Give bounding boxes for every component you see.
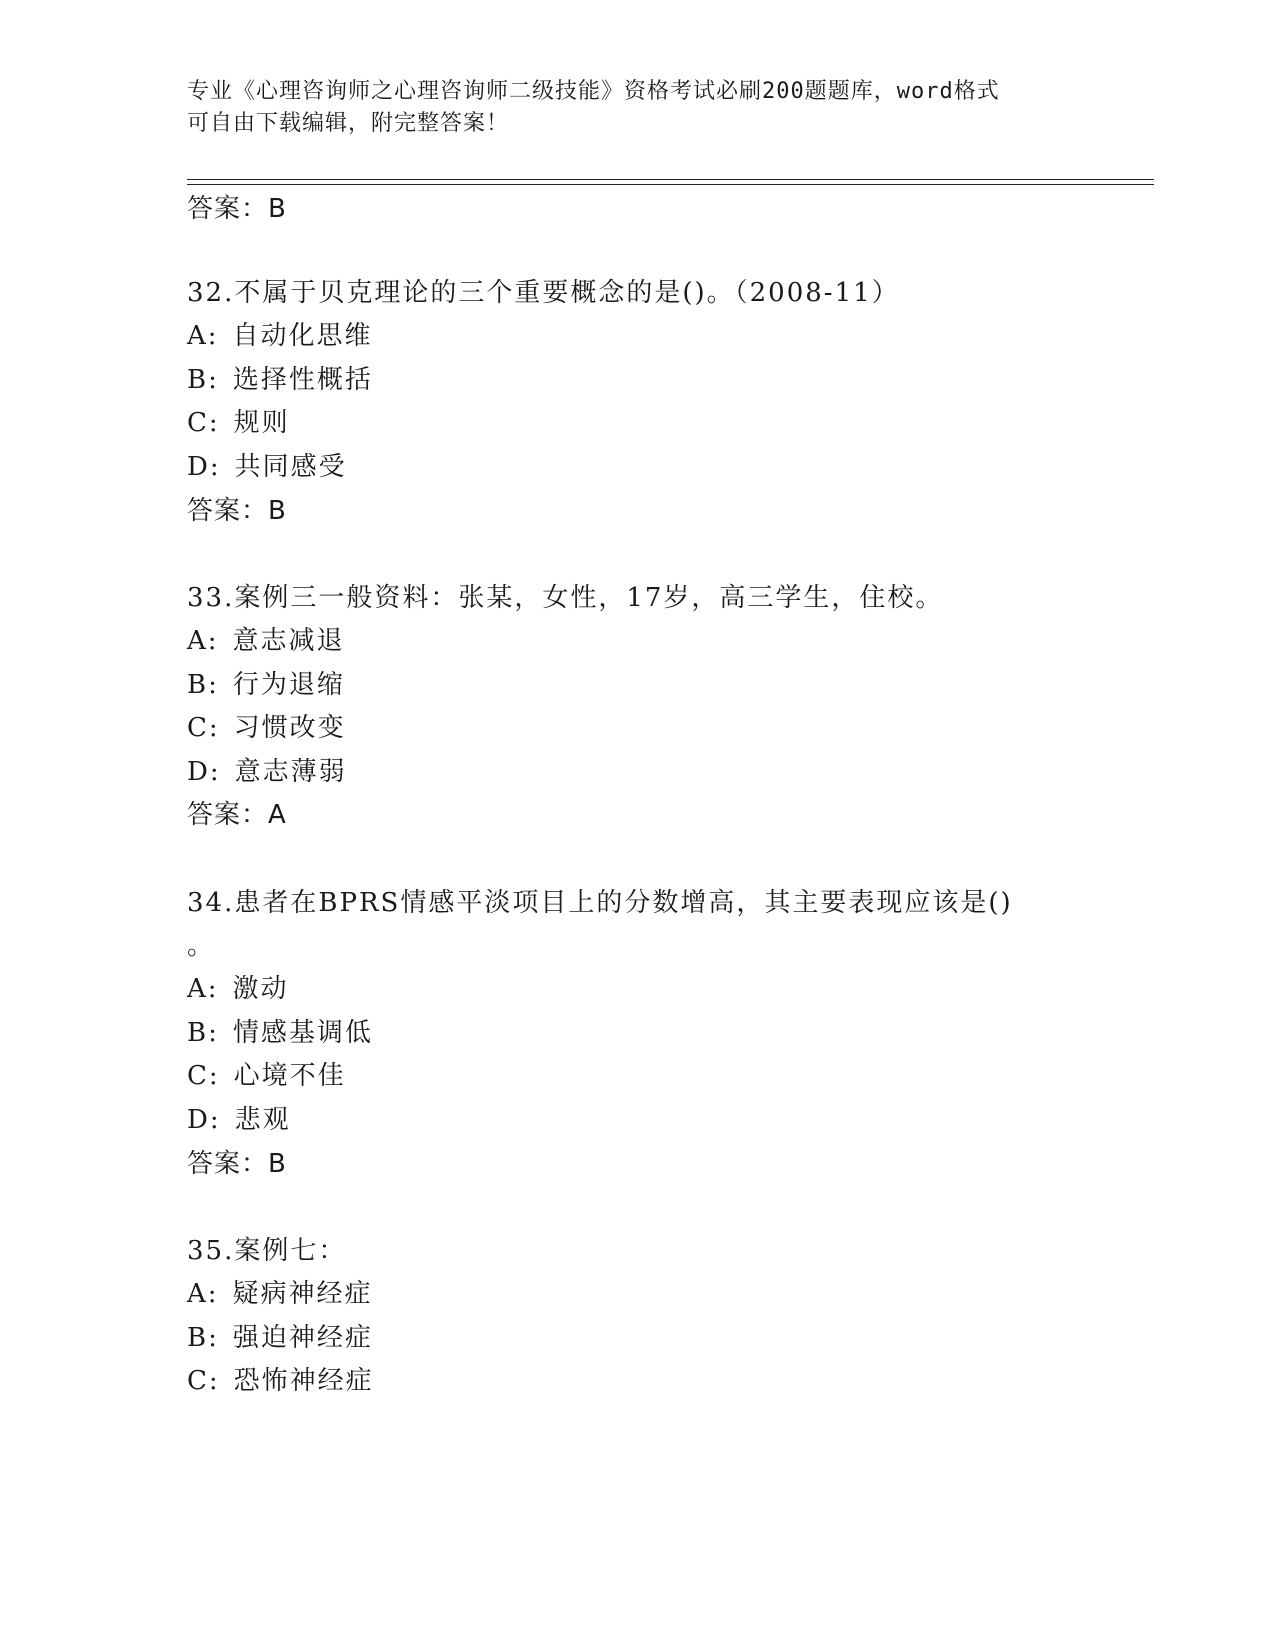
option-letter: B: <box>187 365 219 395</box>
answer-line: 答案：A <box>187 800 287 830</box>
option-text: 激动 <box>232 974 289 1004</box>
option-a <box>187 1277 373 1311</box>
option-letter: C: <box>187 713 220 743</box>
option-text: 心境不佳 <box>233 1061 346 1091</box>
option-letter: D: <box>187 1105 221 1135</box>
header-divider-top <box>187 179 1154 180</box>
option-text: 共同感受 <box>234 452 347 482</box>
option-a <box>187 972 289 1006</box>
document-header <box>187 76 1087 140</box>
question-stem: 33.案例三一般资料：张某，女性，17岁，高三学生，住校。 <box>187 583 944 613</box>
option-letter: C: <box>187 408 220 438</box>
question-stem: 34.患者在BPRS情感平淡项目上的分数增高，其主要表现应该是() <box>187 888 1013 918</box>
option-letter: A: <box>187 974 219 1004</box>
option-letter: C: <box>187 1366 220 1396</box>
option-text: 行为退缩 <box>232 670 345 700</box>
option-d <box>187 755 347 789</box>
option-letter: A: <box>187 321 219 351</box>
question-stem: 32.不属于贝克理论的三个重要概念的是()。（2008-11） <box>187 278 900 308</box>
option-b <box>187 668 345 702</box>
option-c <box>187 1059 346 1093</box>
option-text: 疑病神经症 <box>232 1279 373 1309</box>
option-letter: B: <box>187 1323 219 1353</box>
option-letter: D: <box>187 452 221 482</box>
option-text: 强迫神经症 <box>232 1323 373 1353</box>
option-text: 情感基调低 <box>232 1018 373 1048</box>
option-letter: A: <box>187 1279 219 1309</box>
question-stem: 35.案例七： <box>187 1236 347 1266</box>
option-text: 习惯改变 <box>233 713 346 743</box>
option-text: 悲观 <box>234 1105 291 1135</box>
option-b <box>187 1321 373 1355</box>
answer-line: 答案：B <box>187 1149 287 1179</box>
answer-line: 答案：B <box>187 194 287 224</box>
option-a <box>187 319 373 353</box>
option-letter: D: <box>187 757 221 787</box>
option-c <box>187 711 346 745</box>
option-letter: B: <box>187 1018 219 1048</box>
option-text: 选择性概括 <box>232 365 373 395</box>
option-c <box>187 406 290 440</box>
option-b <box>187 363 373 397</box>
question-stem-continuation: 。 <box>187 931 216 961</box>
option-c <box>187 1364 374 1398</box>
option-a <box>187 624 345 658</box>
option-letter: A: <box>187 626 219 656</box>
option-text: 恐怖神经症 <box>233 1366 374 1396</box>
option-d <box>187 450 347 484</box>
option-d <box>187 1103 291 1137</box>
option-text: 意志减退 <box>232 626 345 656</box>
option-text: 自动化思维 <box>232 321 373 351</box>
header-line-1: 专业《心理咨询师之心理咨询师二级技能》资格考试必刷200题题库，word格式 <box>187 79 1000 104</box>
option-letter: C: <box>187 1061 220 1091</box>
header-line-2: 可自由下载编辑，附完整答案！ <box>187 111 510 136</box>
option-b <box>187 1016 373 1050</box>
answer-line: 答案：B <box>187 496 287 526</box>
option-text: 规则 <box>233 408 290 438</box>
option-text: 意志薄弱 <box>234 757 347 787</box>
header-divider-bottom <box>187 184 1154 185</box>
option-letter: B: <box>187 670 219 700</box>
